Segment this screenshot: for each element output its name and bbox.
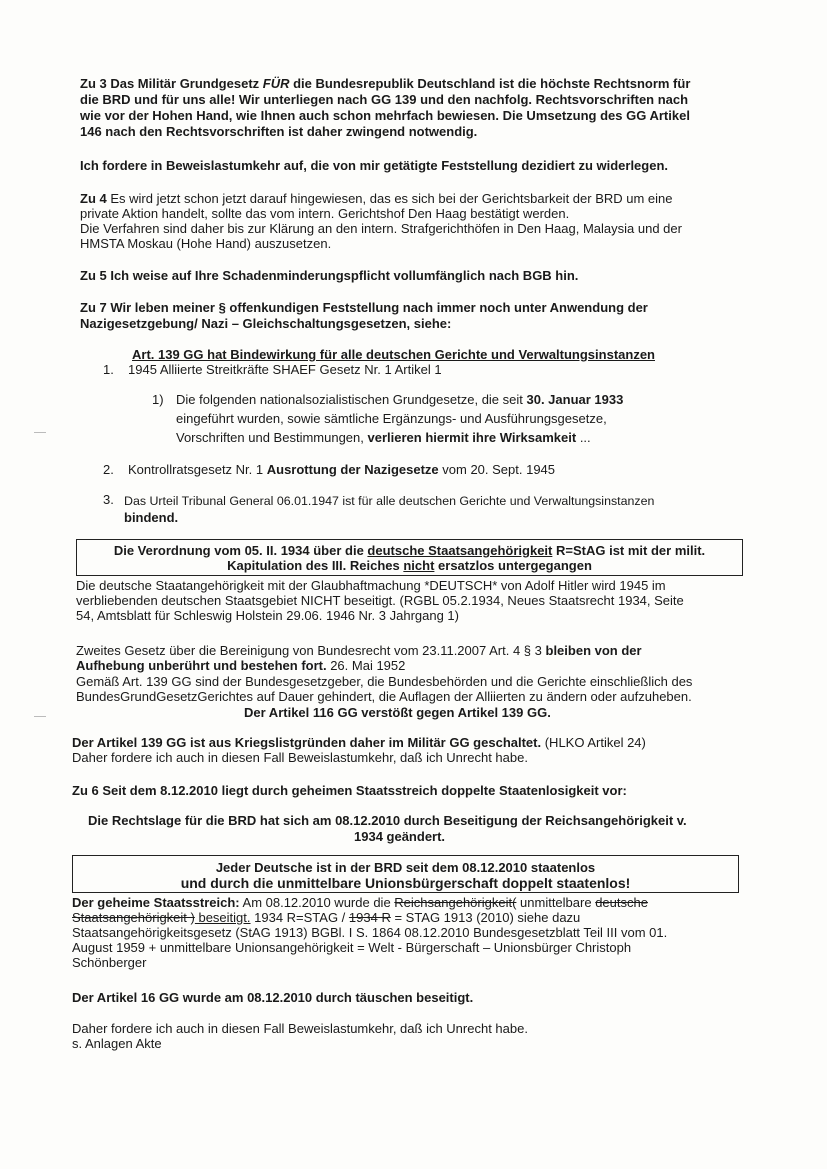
beweislast-2: Daher fordere ich auch in diesen Fall Beweislastumkehr, daß ich Unrecht habe. — [72, 750, 528, 765]
sub1-line1: Die folgenden nationalsozialistischen Grundgesetze, die seit 30. Januar 1933 — [176, 392, 624, 407]
gesetz-line1: Zweites Gesetz über die Bereinigung von Bundesrecht vom 23.11.2007 Art. 4 § 3 bleiben von der — [76, 643, 642, 658]
item3-line1: Das Urteil Tribunal General 06.01.1947 ist für alle deutschen Gerichte und Verwaltungsinstanzen — [124, 494, 655, 508]
gesetz-line4: BundesGrundGesetzGerichtes auf Dauer gehindert, die Auflagen der Alliierten zu ändern oder aufzuheben. — [76, 689, 692, 704]
item1-number: 1. — [103, 362, 114, 377]
stag-line3: 54, Amtsblatt für Schleswig Holstein 29.06. 1946 Nr. 3 Jahrgang 1) — [76, 608, 459, 623]
zu4-line1: Zu 4 Es wird jetzt schon jetzt darauf hingewiesen, das es sich bei der Gerichtsbarkeit der BRD um eine — [80, 191, 673, 206]
rechtslage-line1: Die Rechtslage für die BRD hat sich am 08.12.2010 durch Beseitigung der Reichsangehörigkeit v. — [88, 813, 687, 828]
box2-line2: und durch die unmittelbare Unionsbürgerschaft doppelt staatenlos! — [180, 875, 631, 891]
box1-line2: Kapitulation des III. Reiches nicht ersatzlos untergegangen — [227, 558, 592, 573]
art16: Der Artikel 16 GG wurde am 08.12.2010 durch täuschen beseitigt. — [72, 990, 474, 1005]
rechtslage-line2: 1934 geändert. — [354, 829, 446, 844]
item3-line2: bindend. — [124, 510, 179, 525]
zu3-line2: die BRD und für uns alle! Wir unterliegen nach GG 139 und den nachfolg. Rechtsvorschriften nach — [80, 92, 689, 107]
art139-heading: Art. 139 GG hat Bindewirkung für alle deutschen Gerichte und Verwaltungsinstanzen — [132, 347, 655, 362]
zu4-line2: private Aktion handelt, sollte das vom intern. Gerichtshof Den Haag bestätigt werden. — [80, 206, 570, 221]
item2-number: 2. — [103, 462, 114, 477]
sub1-line3: Vorschriften und Bestimmungen, verlieren hiermit ihre Wirksamkeit ... — [176, 430, 591, 445]
stag-line2: verbliebenden deutschen Staatsgebiet NICHT beseitigt. (RGBL 05.2.1934, Neues Staatsrecht 1934, Seite — [76, 593, 684, 608]
zu7-line1: Zu 7 Wir leben meiner § offenkundigen Feststellung nach immer noch unter Anwendung der — [80, 300, 648, 315]
staatsangehoerigkeit-box — [76, 539, 743, 576]
zu7-line2: Nazigesetzgebung/ Nazi – Gleichschaltungsgesetzen, siehe: — [80, 316, 452, 331]
forderung-1: Ich fordere in Beweislastumkehr auf, die von mir getätigte Feststellung dezidiert zu widerlegen. — [80, 158, 669, 173]
staatsstreich-line3: Staatsangehörigkeitsgesetz (StAG 1913) BGBl. I S. 1864 08.12.2010 Bundesgesetzblatt Teil III vom 01. — [72, 925, 668, 940]
staatsstreich-line5: Schönberger — [72, 955, 147, 970]
zu3-line1: Zu 3 Das Militär Grundgesetz FÜR die Bundesrepublik Deutschland ist die höchste Rechtsnorm für — [80, 76, 691, 91]
item3-number: 3. — [103, 492, 114, 507]
gesetz-line2: Aufhebung unberührt und bestehen fort. 26. Mai 1952 — [76, 658, 406, 673]
schluss-line1: Daher fordere ich auch in diesen Fall Beweislastumkehr, daß ich Unrecht habe. — [72, 1021, 528, 1036]
zu3-line3: wie vor der Hohen Hand, wie Ihnen auch schon mehrfach bewiesen. Die Umsetzung des GG Artikel — [80, 108, 690, 123]
zu3-line4: 146 nach den Rechtsvorschriften ist daher zwingend notwendig. — [80, 124, 478, 139]
scan-mark — [34, 716, 46, 717]
gesetz-line5: Der Artikel 116 GG verstößt gegen Artikel 139 GG. — [244, 705, 551, 720]
box1-line1: Die Verordnung vom 05. II. 1934 über die deutsche Staatsangehörigkeit R=StAG ist mit der milit. — [113, 543, 706, 558]
staatsstreich-line1: Der geheime Staatsstreich: Am 08.12.2010 wurde die Reichsangehörigkeit( unmittelbare deutsche — [72, 895, 648, 910]
item1-text: 1945 Alliierte Streitkräfte SHAEF Gesetz Nr. 1 Artikel 1 — [128, 362, 442, 377]
scan-mark — [34, 432, 46, 433]
staatsstreich-line4: August 1959 + unmittelbare Unionsangehörigkeit = Welt - Bürgerschaft – Unionsbürger Christoph — [72, 940, 632, 955]
gesetz-line3: Gemäß Art. 139 GG sind der Bundesgesetzgeber, die Bundesbehörden und die Gerichte einschließlich des — [76, 674, 693, 689]
staatenlos-box — [72, 855, 739, 893]
zu5: Zu 5 Ich weise auf Ihre Schadenminderungspflicht vollumfänglich nach BGB hin. — [80, 268, 579, 283]
stag-line1: Die deutsche Staatangehörigkeit mit der Glaubhaftmachung *DEUTSCH* von Adolf Hitler wird 1945 im — [76, 578, 666, 593]
sub1-line2: eingeführt wurden, sowie sämtliche Ergänzungs- und Ausführungsgesetze, — [176, 411, 607, 426]
item2-text: Kontrollratsgesetz Nr. 1 Ausrottung der Nazigesetze vom 20. Sept. 1945 — [128, 462, 556, 477]
sub1-number: 1) — [152, 392, 164, 407]
staatsstreich-line2: Staatsangehörigkeit ) beseitigt. 1934 R=STAG / 1934 R = STAG 1913 (2010) siehe dazu — [72, 910, 581, 925]
zu4-line3: Die Verfahren sind daher bis zur Klärung an den intern. Strafgerichthöfen in Den Haag, Malaysia und der — [80, 221, 682, 236]
schluss-line2: s. Anlagen Akte — [72, 1036, 162, 1051]
zu6: Zu 6 Seit dem 8.12.2010 liegt durch geheimen Staatsstreich doppelte Staatenlosigkeit vor: — [72, 783, 627, 798]
zu4-line4: HMSTA Moskau (Hohe Hand) auszusetzen. — [80, 236, 332, 251]
box2-line1: Jeder Deutsche ist in der BRD seit dem 08.12.2010 staatenlos — [215, 860, 596, 875]
art139-kriegslist: Der Artikel 139 GG ist aus Kriegslistgründen daher im Militär GG geschaltet. (HLKO Artikel 24) — [72, 735, 646, 750]
